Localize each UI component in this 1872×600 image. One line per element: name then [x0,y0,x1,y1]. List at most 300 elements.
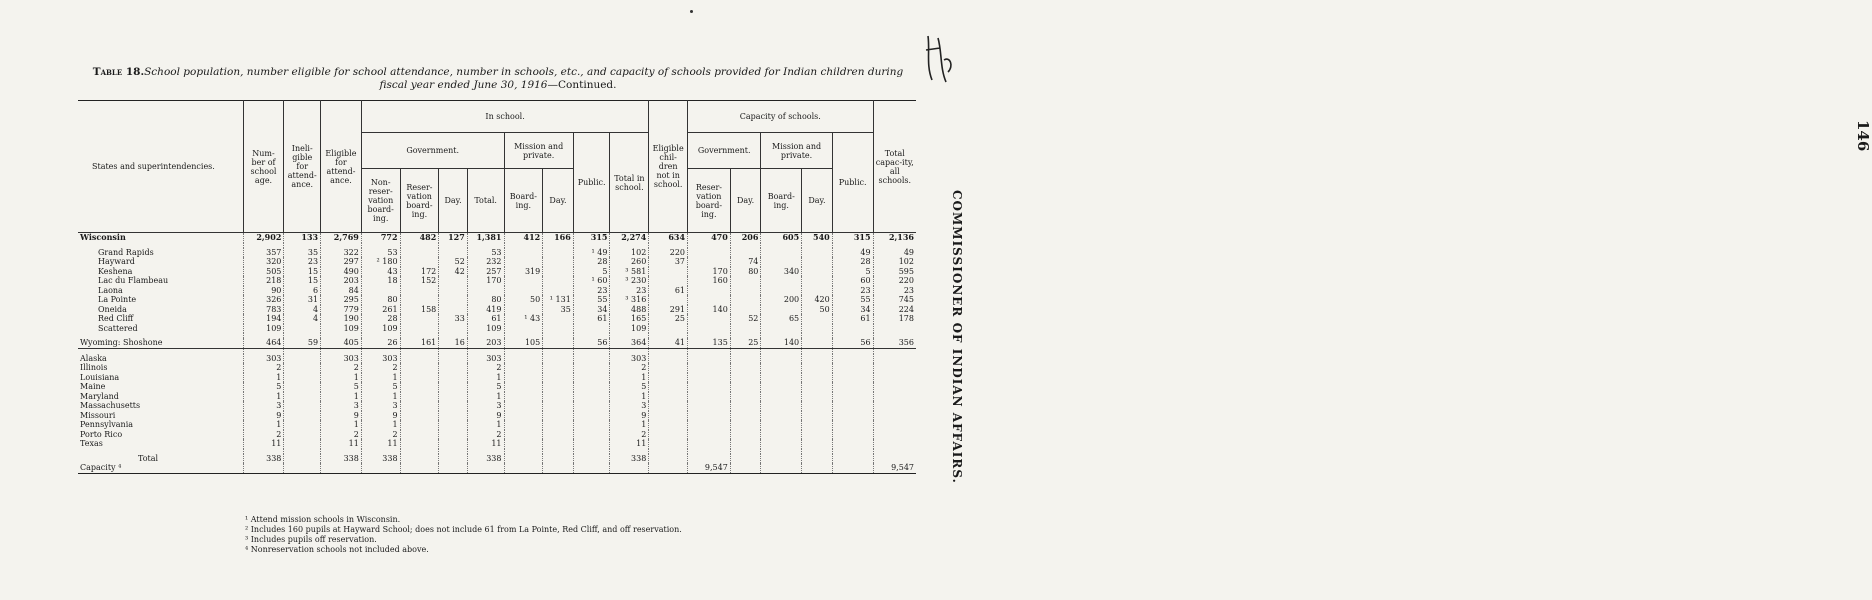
table-cell: 488 [610,305,649,315]
table-cell: 772 [361,233,400,243]
table-cell: 61 [573,314,610,324]
table-cell: 109 [243,324,284,334]
table-cell: 1 [361,392,400,402]
table-cell: 291 [649,305,688,315]
table-cell: 102 [610,248,649,258]
table-cell: 109 [467,324,504,334]
table-cell [730,463,761,473]
table-cell [688,286,731,296]
table-cell [543,463,574,473]
table-cell [873,324,916,334]
table-cell: 203 [321,276,362,286]
table-cell [543,363,574,373]
table-cell: 49 [832,248,873,258]
table-cell [873,454,916,464]
table-cell [649,276,688,286]
table-cell: 35 [284,248,321,258]
table-cell [284,420,321,430]
table-cell [873,392,916,402]
table-cell [504,463,543,473]
table-cell: 34 [832,305,873,315]
col-nonreservation: Non-reser-vation board-ing. [361,169,400,233]
table-cell [504,430,543,440]
table-cell [400,373,439,383]
table-cell: 23 [573,286,610,296]
row-label: Porto Rico [80,429,123,439]
table-cell: 1 [467,420,504,430]
table-cell [467,286,504,296]
row-label: Lac du Flambeau [98,276,169,285]
table-cell: 1 [321,373,362,383]
table-cell [573,439,610,449]
table-cell [761,411,802,421]
table-cell: 1 [610,420,649,430]
table-cell: 338 [361,454,400,464]
table-cell [543,338,574,348]
table-cell [761,354,802,364]
table-cell: 28 [361,314,400,324]
col-cap-boarding: Board-ing. [761,169,802,233]
table-cell [543,454,574,464]
table-cell [504,373,543,383]
table-cell [802,248,833,258]
table-row [78,439,916,449]
table-cell: 60 [832,276,873,286]
table-cell [439,324,468,334]
table-row [78,286,916,296]
table-cell [573,411,610,421]
table-cell [543,314,574,324]
footnote: ³ Includes pupils off reservation. [245,535,377,544]
table-cell [284,363,321,373]
speck [690,10,693,13]
table-cell: 1 [243,373,284,383]
table-cell [400,324,439,334]
table-cell [573,430,610,440]
table-cell: 470 [688,233,731,243]
table-cell [610,463,649,473]
table-cell: 11 [467,439,504,449]
table-cell [504,401,543,411]
table-cell [439,373,468,383]
table-cell: 26 [361,338,400,348]
table-cell [284,411,321,421]
table-cell: 166 [543,233,574,243]
table-cell: 1 [321,420,362,430]
table-cell [761,305,802,315]
table-cell: 420 [802,295,833,305]
table-cell [730,373,761,383]
table-cell [439,439,468,449]
table-cell [504,454,543,464]
table-cell [504,305,543,315]
table-cell [284,401,321,411]
table-cell: 109 [610,324,649,334]
row-label: Illinois [80,363,108,372]
table-cell: 5 [832,267,873,277]
table-cell: 28 [832,257,873,267]
table-cell [832,373,873,383]
table-cell: 1,381 [467,233,504,243]
table-cell: 3 [361,401,400,411]
table-cell: 74 [730,257,761,267]
table-cell [832,411,873,421]
table-cell: 303 [321,354,362,364]
table-cell [400,363,439,373]
table-cell: 2 [610,363,649,373]
table-cell [573,463,610,473]
table-body [78,233,916,474]
table-cell [439,354,468,364]
table-cell [832,354,873,364]
table-cell [400,401,439,411]
row-label: Wisconsin [80,232,126,242]
table-title [78,66,918,92]
table-cell: 23 [610,286,649,296]
table-cell [873,373,916,383]
row-label: Maine [80,382,106,391]
table-cell: 490 [321,267,362,277]
table-cell [400,382,439,392]
table-cell [832,439,873,449]
table-cell [730,411,761,421]
table-row [78,248,916,258]
table-cell: 2,274 [610,233,649,243]
table-cell [688,420,731,430]
table-cell: 2 [361,363,400,373]
table-cell: 257 [467,267,504,277]
table-cell: 6 [284,286,321,296]
table-cell [504,439,543,449]
table-cell: 2 [467,430,504,440]
table-cell [361,286,400,296]
table-cell [284,382,321,392]
table-cell [504,257,543,267]
table-row [78,338,916,348]
table-cell [761,420,802,430]
col-cap-day: Day. [730,169,761,233]
table-cell: 23 [832,286,873,296]
table-cell: 59 [284,338,321,348]
row-label: Texas [80,439,103,448]
table-cell [649,354,688,364]
table-cell [761,373,802,383]
table-cell: 25 [649,314,688,324]
table-cell: 218 [243,276,284,286]
table-cell [688,382,731,392]
table-cell [543,411,574,421]
table-cell [649,439,688,449]
table-row [78,411,916,421]
table-cell: 9 [610,411,649,421]
table-cell: 338 [243,454,284,464]
row-label: Louisiana [80,372,120,382]
table-cell: ³ 230 [610,276,649,286]
table-cell: 135 [688,338,731,348]
table-cell [504,420,543,430]
table-row [78,305,916,315]
table-cell [439,305,468,315]
table-cell [832,324,873,334]
table-cell [730,295,761,305]
table-cell: 482 [400,233,439,243]
table-cell [284,454,321,464]
table-row [78,430,916,440]
table-cell: 319 [504,267,543,277]
table-cell [400,454,439,464]
table-cell: 165 [610,314,649,324]
col-total-capacity: Total capac-ity, all schools. [873,101,916,233]
table-cell [284,354,321,364]
table-cell: 4 [284,305,321,315]
table-cell: 5 [243,382,284,392]
table-cell [688,257,731,267]
table-cell [573,392,610,402]
table-cell [832,382,873,392]
table-cell: 326 [243,295,284,305]
table-cell [730,430,761,440]
table-cell [649,420,688,430]
table-cell [688,401,731,411]
table-cell: 745 [873,295,916,305]
col-day: Day. [439,169,468,233]
table-cell: 9,547 [873,463,916,473]
table-cell: 170 [688,267,731,277]
table-cell [284,463,321,473]
table-cell: 315 [832,233,873,243]
table-cell [649,430,688,440]
table-cell [832,430,873,440]
table-cell: 25 [730,338,761,348]
table-cell: 18 [361,276,400,286]
table-cell: 109 [361,324,400,334]
table-cell: 779 [321,305,362,315]
table-cell [761,257,802,267]
table-cell [761,454,802,464]
table-cell [243,463,284,473]
table-cell: 109 [321,324,362,334]
table-cell: 2 [321,363,362,373]
col-reservation: Reser-vation board-ing. [400,169,439,233]
table-cell: 4 [284,314,321,324]
footnote: ⁴ Nonreservation schools not included above. [245,545,429,554]
col-capacity: Capacity of schools. [688,101,874,133]
table-cell [439,286,468,296]
table-cell: 61 [649,286,688,296]
table-cell: 43 [361,267,400,277]
table-cell [761,463,802,473]
table-cell: 303 [467,354,504,364]
page-number-wrap [945,60,1872,152]
table-cell [802,401,833,411]
row-label: Laona [98,285,123,295]
table-cell [573,324,610,334]
table-cell: 158 [400,305,439,315]
table-cell [873,354,916,364]
table-cell: 42 [439,267,468,277]
table-cell: 2 [467,363,504,373]
table-row [78,257,916,267]
table-cell: 84 [321,286,362,296]
col-boarding: Board-ing. [504,169,543,233]
table-cell: 152 [400,276,439,286]
table-cell: 133 [284,233,321,243]
table-cell: 1 [321,392,362,402]
row-label: Total [138,453,159,463]
table-cell [730,392,761,402]
row-label: Massachusetts [80,401,141,410]
table-cell: 105 [504,338,543,348]
table-cell [543,276,574,286]
table-cell [504,248,543,258]
col-government: Government. [361,133,504,169]
table-cell: 52 [730,314,761,324]
table-cell [467,463,504,473]
table-cell [649,324,688,334]
table-cell: 540 [802,233,833,243]
table-cell [688,439,731,449]
table-cell: 56 [832,338,873,348]
table-cell [873,401,916,411]
col-mission-private: Mission and private. [504,133,573,169]
table-row [78,324,916,334]
table-cell [400,411,439,421]
table-cell: 172 [400,267,439,277]
table-cell: 140 [761,338,802,348]
table-cell [439,411,468,421]
table-cell [832,420,873,430]
table-cell [649,373,688,383]
table-cell [873,420,916,430]
table-cell: 220 [649,248,688,258]
table-cell [649,392,688,402]
table-cell [832,392,873,402]
row-label: Capacity ⁴ [78,463,243,473]
table-cell [649,454,688,464]
table-cell [761,248,802,258]
table-cell [730,248,761,258]
table-cell: 261 [361,305,400,315]
table-cell [439,363,468,373]
table-cell: 127 [439,233,468,243]
table-cell: 35 [543,305,574,315]
table-row [78,363,916,373]
table-cell [761,439,802,449]
table-cell [832,401,873,411]
table-cell [439,392,468,402]
table-cell [284,373,321,383]
table-cell [543,248,574,258]
table-cell [688,248,731,258]
table-cell [873,439,916,449]
table-cell: 9 [361,411,400,421]
table-cell [802,439,833,449]
table-cell [573,363,610,373]
table-cell [400,430,439,440]
table-cell [802,430,833,440]
table-cell: ³ 581 [610,267,649,277]
table-cell [284,430,321,440]
table-row [78,314,916,324]
table-cell: 2 [361,430,400,440]
table-cell [400,314,439,324]
table-cell: 3 [321,401,362,411]
table-cell: 260 [610,257,649,267]
table-cell: 783 [243,305,284,315]
row-label: La Pointe [98,295,137,304]
table-cell [400,257,439,267]
table-cell [761,324,802,334]
table-cell [730,305,761,315]
table-cell [573,354,610,364]
col-total-in-school: Total in school. [610,133,649,233]
table-cell: 33 [439,314,468,324]
table-cell: 364 [610,338,649,348]
table-cell: 1 [243,392,284,402]
table-cell [688,324,731,334]
table-cell: 303 [361,354,400,364]
table-cell [504,363,543,373]
col-states: States and superintendencies. [78,101,243,233]
table-cell: 15 [284,276,321,286]
table-cell: 224 [873,305,916,315]
table-cell [688,373,731,383]
page-number: 146 [1854,120,1872,152]
table-cell: 3 [243,401,284,411]
table-cell [802,324,833,334]
table-cell [802,392,833,402]
table-cell: 2 [321,430,362,440]
table-cell: 2 [610,430,649,440]
col-school-age: Num-ber of school age. [243,101,284,233]
table-cell: 61 [467,314,504,324]
table-cell: 220 [873,276,916,286]
table-cell: 65 [761,314,802,324]
row-label: Grand Rapids [98,247,154,257]
table-cell [802,354,833,364]
table-cell: 295 [321,295,362,305]
table-cell [688,430,731,440]
table-cell [649,267,688,277]
table-cell: 2,769 [321,233,362,243]
table-cell: 50 [504,295,543,305]
table-cell: 102 [873,257,916,267]
table-cell: ¹ 131 [543,295,574,305]
table-cell: 1 [610,392,649,402]
table-cell [649,401,688,411]
table-cell: 505 [243,267,284,277]
table-cell: 1 [467,373,504,383]
col-cap-mission: Mission and private. [761,133,832,169]
table-cell [400,295,439,305]
table-cell [688,411,731,421]
table-cell [439,454,468,464]
table-cell [400,354,439,364]
table-row [78,392,916,402]
table-cell: 2,902 [243,233,284,243]
table-cell [439,430,468,440]
table-cell [873,363,916,373]
table-cell [832,454,873,464]
table-cell: 55 [832,295,873,305]
row-label: Missouri [80,410,116,420]
table-cell: 340 [761,267,802,277]
table-cell: 53 [467,248,504,258]
table-cell: 9,547 [688,463,731,473]
table-cell [573,420,610,430]
table-cell: 297 [321,257,362,267]
table-cell: 50 [802,305,833,315]
